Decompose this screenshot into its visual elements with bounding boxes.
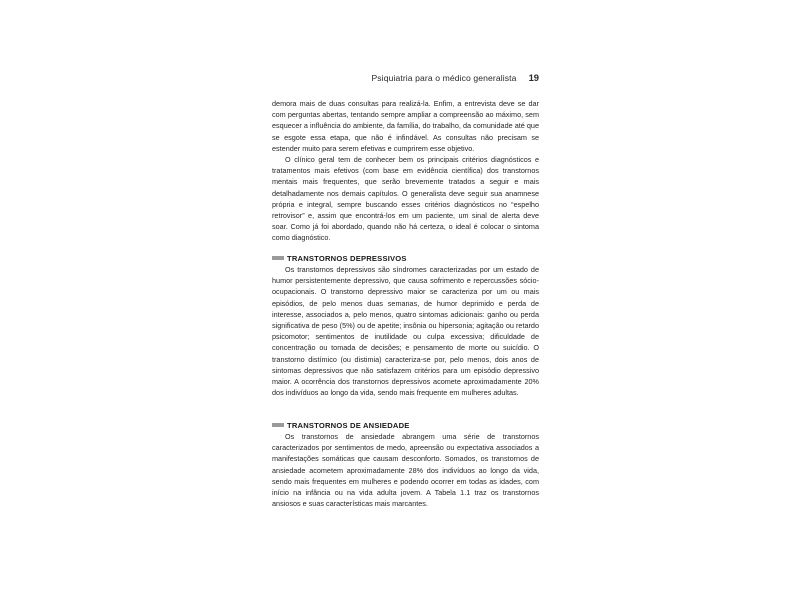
section-depressive [272, 252, 539, 398]
running-header [272, 72, 539, 90]
section-anxiety [272, 419, 539, 509]
section-paragraph: Os transtornos de ansiedade abrangem uma série de transtornos caracterizados por sentimentos de medo, apreensão ou expectativa associados a manifestações somáticas que causam desconforto. Somados, os transtornos de ansiedade acometem aproximadamente 28% dos indivíduos ao longo da vida, sendo mais frequentes em mulheres e podendo ocorrer em todas as idades, com início na infância ou na vida adulta jovem. A Tabela 1.1 traz os transtornos ansiosos e suas características mais marcantes. [272, 432, 539, 509]
intro-paragraph-2: O clínico geral tem de conhecer bem os principais critérios diagnósticos e tratamentos mais efetivos (com base em evidência científica) dos transtornos mentais mais frequentes, que serão brevemente tratados a seguir e mais detalhadamente nos demais capítulos. O generalista deve seguir sua anamnese própria e integral, sempre buscando esses critérios diagnósticos no “espelho retrovisor” e, assim que encontrá-los em um paciente, um sinal de alerta deve soar. Como já foi abordado, quando não há certeza, o ideal é colocar o sintoma como diagnóstico. [272, 155, 539, 243]
page-number: 19 [528, 72, 539, 83]
heading-marker-bar [272, 256, 284, 260]
section-heading-text: TRANSTORNOS DEPRESSIVOS [287, 253, 407, 263]
section-paragraph: Os transtornos depressivos são síndromes caracterizadas por um estado de humor persistentemente depressivo, que causa sofrimento e repercussões sócio-ocupacionais. O transtorno depressivo maior se caracteriza por um ou mais episódios, de pelo menos duas semanas, de humor deprimido e perda de interesse, associados a, pelo menos, quatro sintomas adicionais: ganho ou perda significativa de peso (5%) ou de apetite; insônia ou hipersonia; agitação ou retardo psicomotor; sentimentos de inutilidade ou culpa excessiva; dificuldade de concentração ou tomada de decisões; e pensamento de morte ou suicídio. O transtorno distímico (ou distimia) caracteriza-se por, pelo menos, dois anos de sintomas depressivos que não satisfazem critérios para um episódio depressivo maior. A ocorrência dos transtornos depressivos acomete aproximadamente 20% dos indivíduos ao longo da vida, sendo mais frequente em mulheres adultas. [272, 265, 539, 398]
intro-paragraph-1: demora mais de duas consultas para realizá-la. Enfim, a entrevista deve se dar com perguntas abertas, tentando sempre ampliar a compreensão ao máximo, sem esquecer a influência do ambiente, da família, do trabalho, da comunidade até que se esgote essa etapa, que não é infindável. As consultas não precisam se estender muito para serem efetivas e cumprirem esse objetivo. [272, 99, 539, 153]
section-heading-text: TRANSTORNOS DE ANSIEDADE [287, 420, 410, 430]
intro-text [272, 98, 539, 244]
heading-marker-bar [272, 423, 284, 427]
running-title: Psiquiatria para o médico generalista [371, 73, 517, 83]
section-heading [272, 419, 539, 431]
section-heading [272, 252, 539, 264]
